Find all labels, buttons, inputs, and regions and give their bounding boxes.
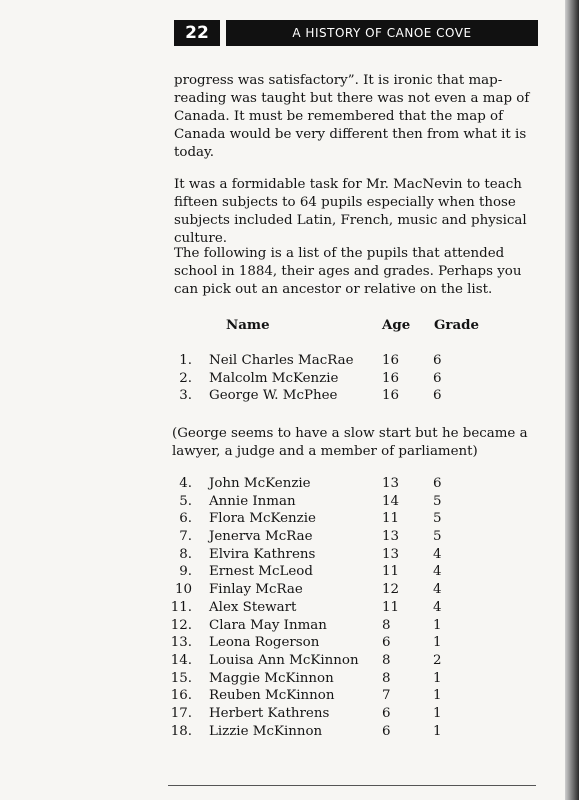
pupil-grade: 1: [433, 723, 442, 739]
pupil-row: [0, 563, 579, 581]
pupil-row: [0, 617, 579, 635]
pupil-age: 8: [382, 670, 391, 686]
pupil-grade: 1: [433, 688, 442, 704]
pupil-grade: 6: [433, 388, 442, 404]
pupil-row: [0, 687, 579, 705]
pupil-number: 15.: [170, 670, 192, 686]
pupil-row: [0, 352, 579, 370]
pupil-grade: 1: [433, 705, 442, 721]
paragraph-formidable-task: It was a formidable task for Mr. MacNevin to teach fifteen subjects to 64 pupils especially when those subjects included Latin, French, music and physical culture.: [174, 177, 527, 246]
pupil-row: [0, 546, 579, 564]
pupil-name: Herbert Kathrens: [209, 705, 330, 721]
pupil-name: Jenerva McRae: [209, 529, 313, 545]
pupil-grade: 5: [433, 529, 442, 545]
pupil-number: 9.: [179, 564, 192, 580]
pupil-grade: 6: [433, 476, 442, 491]
george-note: (George seems to have a slow start but he became a lawyer, a judge and a member of parliament): [172, 426, 528, 459]
pupil-age: 8: [382, 652, 391, 668]
pupil-age: 13: [382, 476, 400, 491]
pupil-grade: 4: [433, 599, 442, 615]
pupil-number: 17.: [170, 705, 192, 721]
pupil-row: [0, 723, 579, 741]
pupil-age: 6: [382, 723, 391, 739]
pupil-age: 7: [382, 688, 391, 704]
pupil-age: 16: [382, 370, 400, 386]
pupil-name: Clara May Inman: [209, 617, 327, 633]
pupil-age: 6: [382, 705, 391, 721]
pupil-age: 16: [382, 353, 400, 368]
paragraph-pupil-list-intro: The following is a list of the pupils that attended school in 1884, their ages and grades. Perhaps you can pick out an ancestor or relative on the list.: [174, 246, 522, 297]
pupil-number: 3.: [179, 388, 192, 404]
pupil-age: 13: [382, 546, 400, 562]
pupil-grade: 1: [433, 617, 442, 633]
pupil-row: [0, 670, 579, 688]
pupil-age: 11: [382, 599, 400, 615]
pupil-number: 10: [174, 582, 192, 598]
pupil-grade: 4: [433, 546, 442, 562]
pupil-grade: 1: [433, 670, 442, 686]
pupil-row: [0, 387, 579, 405]
pupil-number: 14.: [170, 652, 192, 668]
running-title: A HISTORY OF CANOE COVE: [226, 20, 538, 46]
pupil-age: 8: [382, 617, 391, 633]
pupil-grade: 6: [433, 353, 442, 368]
pupil-grade: 6: [433, 370, 442, 386]
pupil-name: George W. McPhee: [209, 388, 338, 404]
pupil-row: [0, 634, 579, 652]
pupil-number: 11.: [170, 599, 192, 615]
pupil-name: Malcolm McKenzie: [209, 370, 339, 386]
pupil-age: 11: [382, 564, 400, 580]
pupil-number: 13.: [170, 635, 192, 651]
pupil-name: Louisa Ann McKinnon: [209, 652, 359, 668]
pupil-number: 18.: [170, 723, 192, 739]
paragraph-map-reading: progress was satisfactory”. It is ironic that map-reading was taught but there was not even a map of Canada. It must be remembered that the map of Canada would be very different then from what it is today.: [174, 73, 530, 160]
pupil-age: 16: [382, 388, 400, 404]
pupil-name: Alex Stewart: [209, 599, 297, 615]
pupil-age: 13: [382, 529, 400, 545]
pupil-name: Neil Charles MacRae: [209, 353, 354, 368]
pupil-age: 14: [382, 493, 400, 509]
pupil-number: 6.: [179, 511, 192, 527]
pupil-name: Reuben McKinnon: [209, 688, 335, 704]
pupil-name: Ernest McLeod: [209, 564, 313, 580]
pupil-number: 8.: [179, 546, 192, 562]
pupil-row: [0, 510, 579, 528]
pupil-row: [0, 475, 579, 493]
pupil-name: Flora McKenzie: [209, 511, 316, 527]
pupil-grade: 2: [433, 652, 442, 668]
pupil-row: [0, 493, 579, 511]
column-header-name: Name: [226, 317, 270, 333]
pupil-number: 1.: [179, 353, 192, 368]
footer-rule: [168, 785, 536, 786]
pupil-name: Leona Rogerson: [209, 635, 320, 651]
pupil-grade: 4: [433, 582, 442, 598]
pupil-age: 12: [382, 582, 400, 598]
pupil-number: 12.: [170, 617, 192, 633]
pupil-name: Annie Inman: [209, 493, 296, 509]
pupil-number: 5.: [179, 493, 192, 509]
column-header-age: Age: [382, 317, 411, 333]
pupil-row: [0, 652, 579, 670]
page-number: 22: [174, 20, 220, 46]
pupil-name: John McKenzie: [209, 476, 311, 491]
pupil-row: [0, 581, 579, 599]
pupil-grade: 4: [433, 564, 442, 580]
pupil-row: [0, 528, 579, 546]
page-header: [174, 20, 538, 46]
pupil-age: 6: [382, 635, 391, 651]
pupil-name: Elvira Kathrens: [209, 546, 316, 562]
pupil-list-group-2: [0, 475, 579, 740]
pupil-number: 16.: [170, 688, 192, 704]
pupil-row: [0, 705, 579, 723]
pupil-number: 7.: [179, 529, 192, 545]
pupil-row: [0, 370, 579, 388]
pupil-number: 4.: [179, 476, 192, 491]
pupil-list-group-1: [0, 352, 579, 405]
pupil-grade: 5: [433, 511, 442, 527]
pupil-name: Finlay McRae: [209, 582, 303, 598]
pupil-number: 2.: [179, 370, 192, 386]
pupil-grade: 1: [433, 635, 442, 651]
pupil-grade: 5: [433, 493, 442, 509]
pupil-name: Lizzie McKinnon: [209, 723, 323, 739]
pupil-age: 11: [382, 511, 400, 527]
pupil-row: [0, 599, 579, 617]
column-header-grade: Grade: [434, 317, 480, 333]
pupil-name: Maggie McKinnon: [209, 670, 334, 686]
